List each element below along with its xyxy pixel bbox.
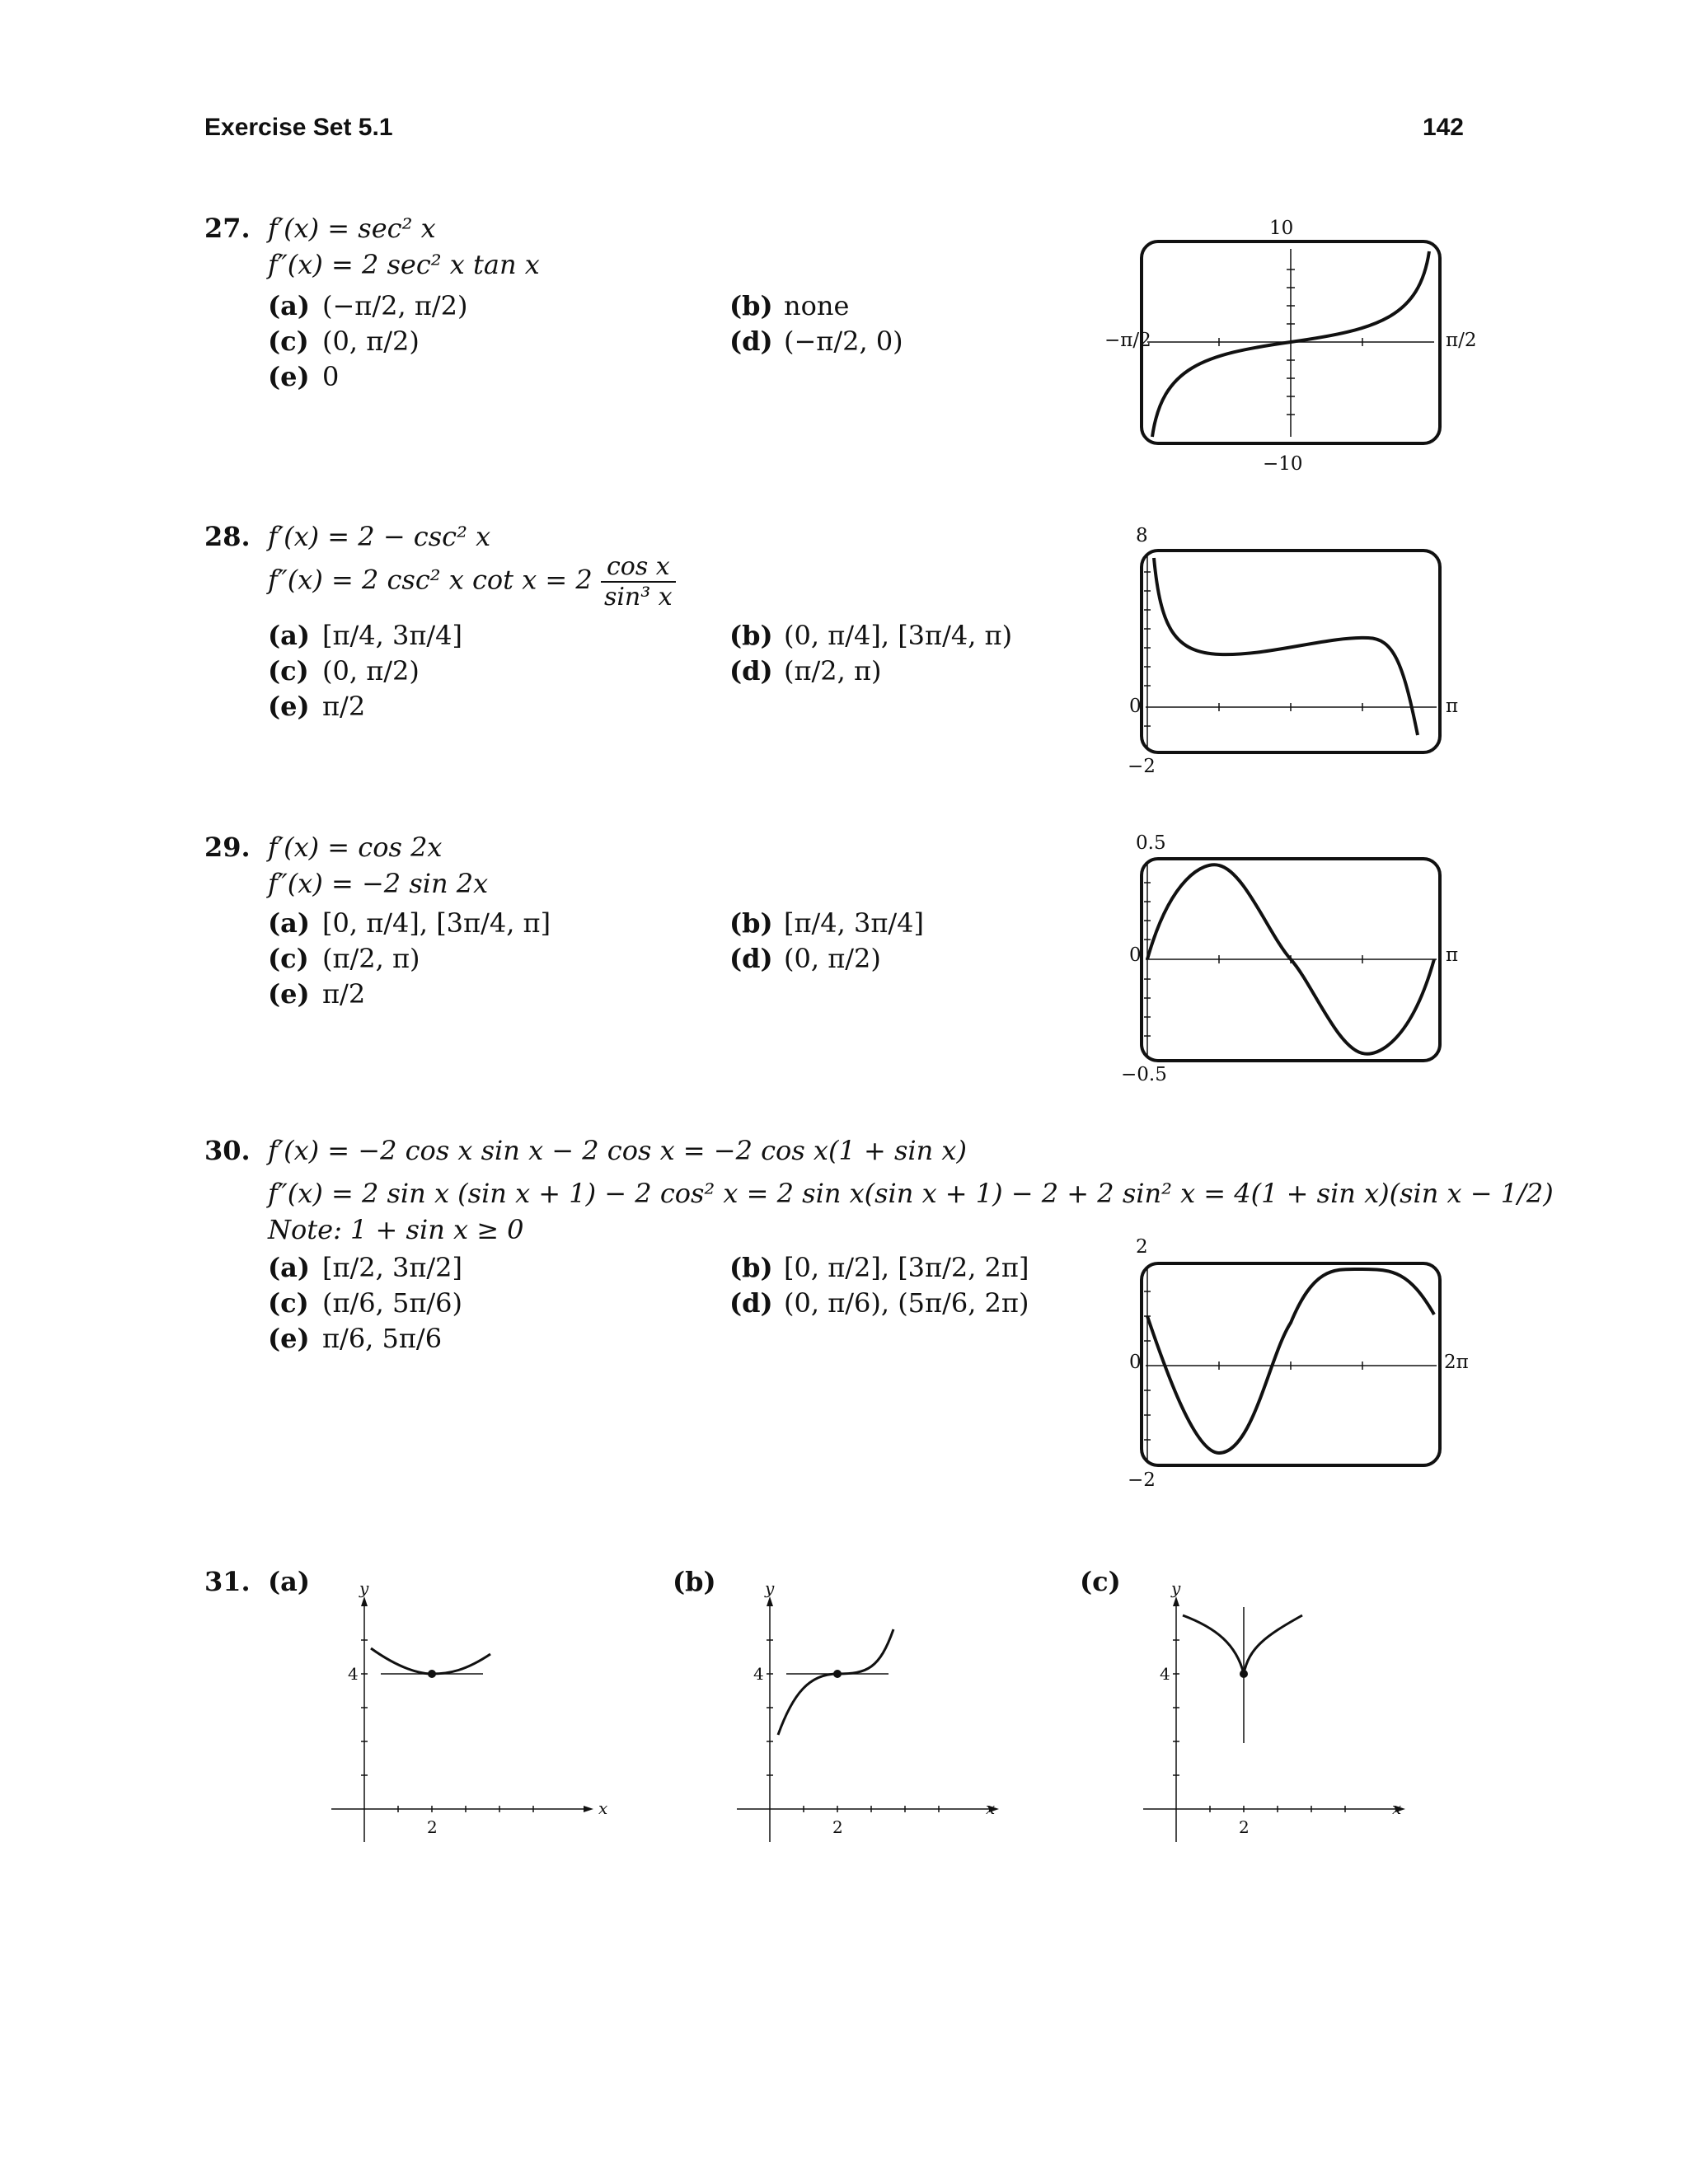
part-d-value: (0, π/6), (5π/6, 2π) (784, 1287, 1029, 1319)
part-d: (d) (π/2, π) (729, 655, 882, 687)
note-text: : 1 + sin x ≥ 0 (333, 1214, 524, 1245)
part-b-label: (b) (673, 1566, 716, 1597)
x-tick-label: 2 (1239, 1817, 1250, 1837)
problem-number: 27. (204, 213, 251, 244)
graph-30-plot (1104, 1232, 1467, 1504)
fraction-denominator: sin³ x (603, 583, 673, 612)
x-max-label: π/2 (1446, 330, 1477, 351)
part-e-value: 0 (322, 361, 340, 392)
second-derivative: f″(x) = 2 sin x (sin x + 1) − 2 cos² x = 2 sin x(sin x + 1) − 2 + 2 sin² x = 4(1 + sin x)(sin x − 1/2) (268, 1178, 1554, 1209)
part-e: (e) π/2 (268, 691, 366, 722)
part-e: (e) π/6, 5π/6 (268, 1323, 443, 1354)
x-min-label: −π/2 (1104, 330, 1151, 351)
part-a-value: [π/2, 3π/2] (322, 1252, 463, 1283)
first-derivative: f′(x) = 2 − csc² x (268, 521, 491, 552)
graph-27 (1104, 214, 1477, 486)
graph-27-plot (1104, 214, 1467, 486)
second-derivative: f″(x) = 2 sec² x tan x (268, 249, 540, 280)
page-number: 142 (1422, 114, 1464, 141)
part-c-value: (0, π/2) (322, 655, 420, 687)
part-a: (a) [π/2, 3π/2] (268, 1252, 463, 1283)
graph-31c-plot (1133, 1578, 1414, 1850)
problem-number: 30. (204, 1135, 251, 1166)
zero-label: 0 (1129, 696, 1142, 717)
graph-30 (1104, 1232, 1467, 1504)
graph-31c (1133, 1578, 1414, 1850)
part-c: (c) (0, π/2) (268, 326, 420, 357)
graph-31a (321, 1578, 608, 1850)
part-e-value: π/2 (322, 978, 366, 1010)
graph-28 (1104, 521, 1467, 793)
second-derivative-text: f″(x) = 2 csc² x cot x = 2 (268, 564, 593, 596)
part-b-value: none (784, 290, 850, 321)
part-c-label: (c) (1080, 1566, 1121, 1597)
part-b-value: (0, π/4], [3π/4, π) (784, 620, 1013, 651)
graph-31b (727, 1578, 1007, 1850)
y-min-label: −0.5 (1121, 1064, 1167, 1085)
part-b-value: [0, π/2], [3π/2, 2π] (784, 1252, 1029, 1283)
x-axis-label: x (1392, 1798, 1402, 1818)
second-derivative: f″(x) = −2 sin 2x (268, 868, 489, 899)
fraction-numerator: cos x (601, 552, 676, 583)
y-axis-label: y (765, 1578, 775, 1598)
y-axis-label: y (359, 1578, 369, 1598)
y-tick-label: 4 (753, 1664, 764, 1684)
y-max-label: 10 (1269, 218, 1294, 239)
y-max-label: 2 (1136, 1236, 1148, 1258)
y-min-label: −10 (1263, 453, 1303, 475)
y-max-label: 0.5 (1136, 832, 1166, 854)
part-b: (b) [0, π/2], [3π/2, 2π] (729, 1252, 1029, 1283)
part-d: (d) (0, π/2) (729, 943, 881, 974)
first-derivative: f′(x) = −2 cos x sin x − 2 cos x = −2 cos x(1 + sin x) (268, 1135, 967, 1166)
second-derivative (268, 552, 676, 612)
graph-31a-plot (321, 1578, 602, 1850)
y-min-label: −2 (1128, 756, 1156, 777)
part-b-value: [π/4, 3π/4] (784, 907, 925, 939)
part-c: (c) (π/6, 5π/6) (268, 1287, 463, 1319)
graph-31b-plot (727, 1578, 1007, 1850)
part-d: (d) (0, π/6), (5π/6, 2π) (729, 1287, 1029, 1319)
section-title: Exercise Set 5.1 (204, 114, 393, 141)
part-b: (b) none (729, 290, 850, 321)
part-c-value: (π/6, 5π/6) (322, 1287, 463, 1319)
x-tick-label: 2 (427, 1817, 438, 1837)
problem-number: 28. (204, 521, 251, 552)
x-max-label: π (1446, 696, 1459, 717)
zero-label: 0 (1129, 944, 1142, 966)
y-axis-label: y (1171, 1578, 1181, 1598)
part-e-value: π/6, 5π/6 (322, 1323, 443, 1354)
part-c-value: (0, π/2) (322, 326, 420, 357)
part-d-value: (0, π/2) (784, 943, 881, 974)
first-derivative: f′(x) = sec² x (268, 213, 436, 244)
part-c: (c) (0, π/2) (268, 655, 420, 687)
part-a-value: [π/4, 3π/4] (322, 620, 463, 651)
part-d: (d) (−π/2, 0) (729, 326, 903, 357)
zero-label: 0 (1129, 1352, 1142, 1373)
problem-number: 31. (204, 1566, 251, 1597)
part-a: (a) [π/4, 3π/4] (268, 620, 463, 651)
x-axis-label: x (986, 1798, 996, 1818)
x-tick-label: 2 (832, 1817, 843, 1837)
part-c-value: (π/2, π) (322, 943, 420, 974)
part-a-value: [0, π/4], [3π/4, π] (322, 907, 551, 939)
part-c: (c) (π/2, π) (268, 943, 420, 974)
y-tick-label: 4 (348, 1664, 359, 1684)
fraction (601, 552, 676, 612)
y-min-label: −2 (1128, 1469, 1156, 1491)
part-b: (b) (0, π/4], [3π/4, π) (729, 620, 1013, 651)
x-max-label: 2π (1444, 1352, 1469, 1373)
x-max-label: π (1446, 944, 1459, 966)
note-label: Note (268, 1214, 334, 1245)
y-max-label: 8 (1136, 525, 1148, 546)
part-a: (a) [0, π/4], [3π/4, π] (268, 907, 551, 939)
part-a-value: (−π/2, π/2) (322, 290, 468, 321)
part-b: (b) [π/4, 3π/4] (729, 907, 925, 939)
first-derivative: f′(x) = cos 2x (268, 832, 443, 863)
graph-29-plot (1104, 828, 1467, 1100)
part-d-value: (π/2, π) (784, 655, 882, 687)
problem-number: 29. (204, 832, 251, 863)
part-a: (a) (−π/2, π/2) (268, 290, 468, 321)
graph-28-plot (1104, 521, 1467, 793)
graph-29 (1104, 828, 1467, 1100)
part-a-label: (a) (268, 1566, 311, 1597)
note (268, 1214, 524, 1245)
part-e: (e) π/2 (268, 978, 366, 1010)
x-axis-label: x (598, 1798, 608, 1818)
part-e: (e) 0 (268, 361, 340, 392)
part-e-value: π/2 (322, 691, 366, 722)
y-tick-label: 4 (1160, 1664, 1170, 1684)
part-d-value: (−π/2, 0) (784, 326, 903, 357)
